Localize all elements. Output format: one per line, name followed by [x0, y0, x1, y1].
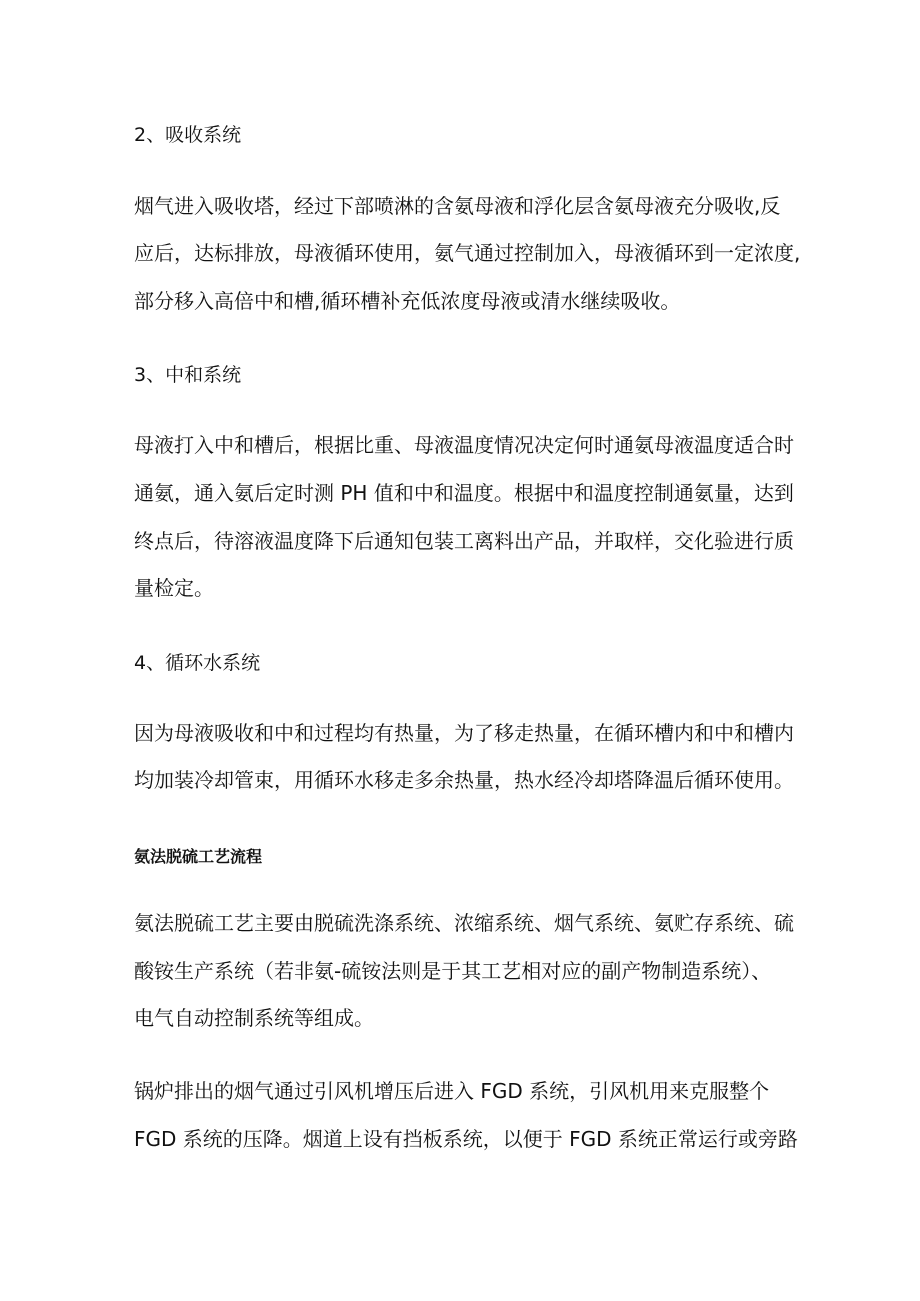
neutralization-line-3: 终点后，待溶液温度降下后通知包装工离料出产品，并取样，交化验进行质 [134, 529, 794, 553]
neutralization-line-2: 通氨，通入氨后定时测 PH 值和中和温度。根据中和温度控制通氨量，达到 [134, 481, 794, 505]
absorption-line-2: 应后，达标排放，母液循环使用，氨气通过控制加入，母液循环到一定浓度, [134, 241, 801, 265]
heading-neutralization-system: 3、中和系统 [134, 364, 242, 386]
heading-process-flow: 氨法脱硫工艺流程 [134, 847, 263, 866]
process-flow-p1-line-1: 氨法脱硫工艺主要由脱硫洗涤系统、浓缩系统、烟气系统、氨贮存系统、硫 [134, 911, 794, 935]
absorption-line-3: 部分移入高倍中和槽,循环槽补充低浓度母液或清水继续吸收。 [134, 289, 681, 313]
process-flow-p1-line-2: 酸铵生产系统（若非氨-硫铵法则是于其工艺相对应的副产物制造系统）、 [134, 959, 772, 983]
process-flow-p2-line-1: 锅炉排出的烟气通过引风机增压后进入 FGD 系统，引风机用来克服整个 [134, 1079, 770, 1103]
neutralization-line-1: 母液打入中和槽后，根据比重、母液温度情况决定何时通氨母液温度适合时 [134, 433, 794, 457]
heading-absorption-system: 2、吸收系统 [134, 124, 242, 146]
process-flow-p1-line-3: 电气自动控制系统等组成。 [134, 1006, 374, 1030]
circulating-water-line-1: 因为母液吸收和中和过程均有热量，为了移走热量，在循环槽内和中和槽内 [134, 721, 794, 745]
heading-circulating-water-system: 4、循环水系统 [134, 652, 261, 674]
absorption-line-1: 烟气进入吸收塔，经过下部喷淋的含氨母液和浮化层含氨母液充分吸收,反 [134, 194, 781, 218]
circulating-water-line-2: 均加装冷却管束，用循环水移走多余热量，热水经冷却塔降温后循环使用。 [134, 768, 794, 792]
process-flow-p2-line-2: FGD 系统的压降。烟道上设有挡板系统，以便于 FGD 系统正常运行或旁路 [134, 1127, 798, 1151]
neutralization-line-4: 量检定。 [134, 576, 214, 600]
